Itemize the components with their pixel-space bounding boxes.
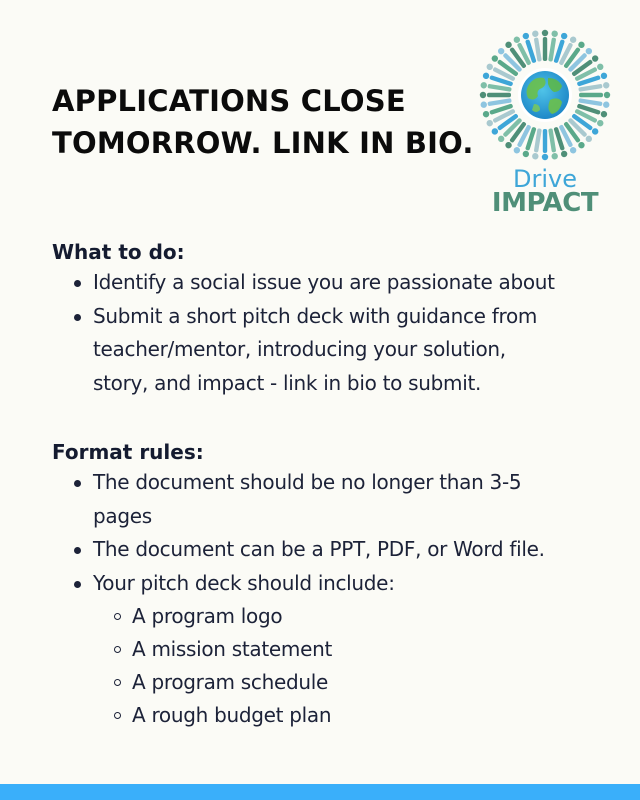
format-rules-title: Format rules:	[52, 440, 204, 464]
what-to-do-title: What to do:	[52, 240, 185, 264]
headline-line-2: TOMORROW. LINK IN BIO.	[52, 126, 474, 160]
globe-with-people-ring-icon	[478, 28, 612, 162]
sub-list-item	[52, 699, 612, 732]
sub-list-item	[52, 600, 612, 633]
sub-list-item-text: A rough budget plan	[132, 703, 332, 727]
list-item	[52, 567, 612, 601]
list-item	[52, 266, 612, 300]
list-item-text: Submit a short pitch deck with guidance from teacher/mentor, introducing your solution, story, and impact - link in bio to submit.	[93, 303, 538, 395]
headline	[52, 80, 482, 164]
list-item-text: Your pitch deck should include:	[93, 570, 395, 595]
list-item	[52, 533, 612, 567]
logo-impact-text: IMPACT	[491, 188, 599, 218]
list-item-text: Identify a social issue you are passionate about	[93, 270, 555, 294]
list-item	[52, 300, 563, 401]
hollow-bullet-icon	[114, 613, 121, 620]
bullet-icon	[74, 280, 81, 287]
headline-line-1: APPLICATIONS CLOSE	[52, 84, 406, 118]
what-to-do-section	[52, 238, 612, 400]
list-item-text: The document should be no longer than 3-5 pages	[93, 470, 522, 528]
hollow-bullet-icon	[114, 646, 121, 653]
drive-impact-logo	[478, 28, 612, 218]
logo-drive-text: Drive	[513, 165, 577, 193]
format-rules-list	[52, 466, 612, 732]
hollow-bullet-icon	[114, 712, 121, 719]
sub-list-item-text: A program logo	[132, 604, 283, 628]
bullet-icon	[74, 581, 81, 588]
bullet-icon	[74, 314, 81, 321]
list-item-text: The document can be a PPT, PDF, or Word file.	[93, 537, 545, 561]
hollow-bullet-icon	[114, 679, 121, 686]
sub-list-item	[52, 666, 612, 699]
bullet-icon	[74, 480, 81, 487]
sub-list-item-text: A mission statement	[132, 637, 333, 661]
list-item	[52, 466, 548, 533]
bullet-icon	[74, 547, 81, 554]
sub-list-item	[52, 633, 612, 666]
what-to-do-list	[52, 266, 612, 400]
sub-list-item-text: A program schedule	[132, 670, 328, 694]
bottom-accent-bar	[0, 784, 640, 800]
format-rules-section	[52, 438, 612, 732]
